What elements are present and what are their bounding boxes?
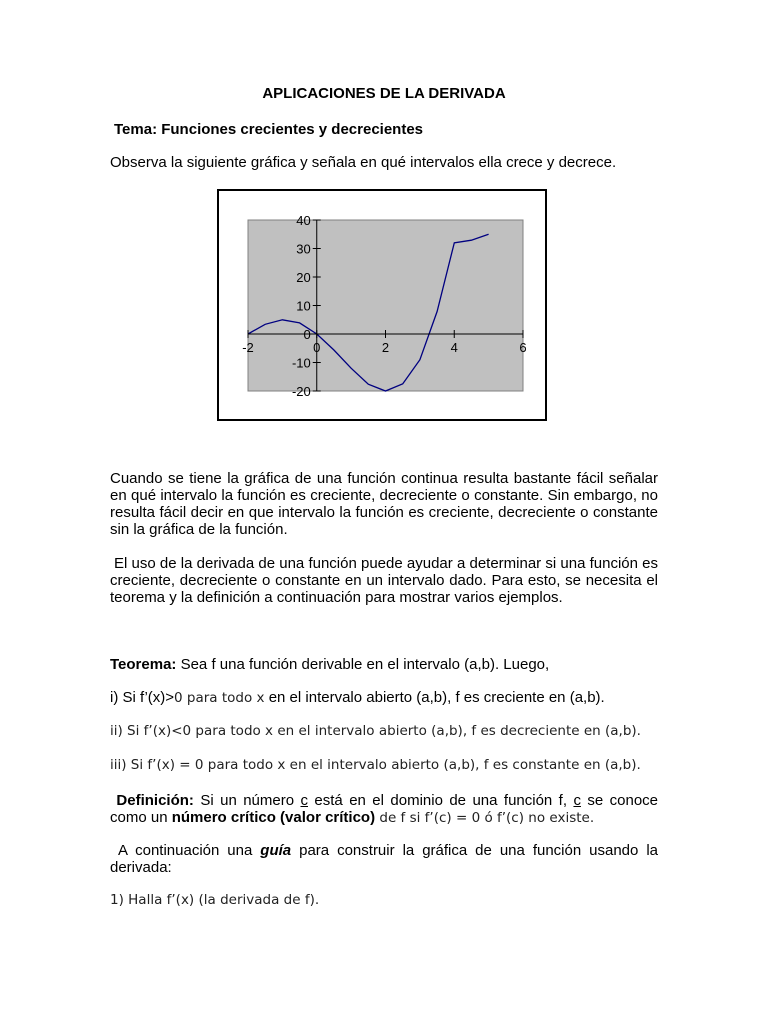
intro-text: Observa la siguiente gráfica y señala en qué intervalos ella crece y decrece.	[110, 154, 617, 171]
y-tick-label: 40	[296, 213, 311, 228]
paragraph-derivative-use: El uso de la derivada de una función puede ayudar a determinar si una función es creciente, decreciente o constante en un intervalo dado. Para esto, se necesita el teorema y la definición a continuación para mostrar varios ejemplos.	[110, 555, 658, 606]
function-chart	[219, 191, 545, 419]
definition-statement	[110, 792, 658, 827]
critical-c-1: c	[300, 792, 308, 809]
rule-constant: iii) Si f’(x) = 0 para todo x en el intervalo abierto (a,b), f es constante en (a,b).	[110, 757, 641, 773]
definition-text-4: de f si f’(c) = 0 ó f’(c) no existe.	[375, 810, 595, 826]
step-1: 1) Halla f’(x) (la derivada de f).	[110, 892, 320, 908]
theorem-text: Sea f una función derivable en el intervalo (a,b). Luego,	[176, 656, 550, 673]
y-tick-label: 0	[303, 327, 311, 342]
guide-intro	[110, 842, 658, 876]
guide-text-2: para construir la gráfica de una función usando la derivada:	[110, 842, 659, 876]
definition-label: Definición:	[116, 792, 194, 809]
theorem-label: Teorema:	[110, 656, 177, 673]
rule-decreasing: ii) Si f’(x)<0 para todo x en el intervalo abierto (a,b), f es decreciente en (a,b).	[110, 723, 641, 739]
rule-i-condition: 0 para todo x	[174, 690, 265, 706]
rule-i-end: en el intervalo abierto (a,b), f es creciente en (a,b).	[264, 689, 605, 706]
page-title: APLICACIONES DE LA DERIVADA	[262, 85, 506, 102]
x-tick-label: 4	[450, 340, 458, 355]
critical-c-2: c	[573, 792, 581, 809]
critical-number-term: número crítico (valor crítico)	[171, 809, 376, 826]
y-tick-label: 20	[296, 270, 311, 285]
x-tick-label: 2	[381, 340, 390, 355]
y-tick-label: 10	[296, 298, 311, 314]
y-tick-label: 30	[296, 241, 311, 257]
definition-text-1: Si un número	[193, 792, 301, 809]
guide-emphasis: guía	[260, 842, 292, 859]
definition-text-3: se conoce como un	[110, 792, 659, 826]
x-tick-label: 0	[313, 340, 321, 355]
topic-heading: Tema: Funciones crecientes y decrecientes	[114, 121, 424, 138]
definition-text-2: está en el dominio de una función f,	[308, 792, 574, 809]
paragraph-graph-explanation: Cuando se tiene la gráfica de una función continua resulta bastante fácil señalar en qué intervalo la función es creciente, decreciente o constante. Sin embargo, no resulta fácil decir en que intervalo la función es creciente, decreciente o constante sin la gráfica de la función.	[110, 470, 658, 538]
plot-area	[248, 220, 523, 391]
guide-text-1: A continuación una	[117, 842, 261, 859]
theorem-statement	[110, 656, 658, 673]
y-tick-label: -10	[291, 355, 311, 371]
chart-frame	[217, 189, 547, 421]
rule-increasing	[110, 689, 658, 707]
x-tick-label: -2	[242, 340, 254, 355]
y-tick-label: -20	[291, 384, 311, 399]
rule-i-start: i) Si f’(x)>	[110, 689, 175, 706]
x-tick-label: 6	[519, 340, 527, 355]
